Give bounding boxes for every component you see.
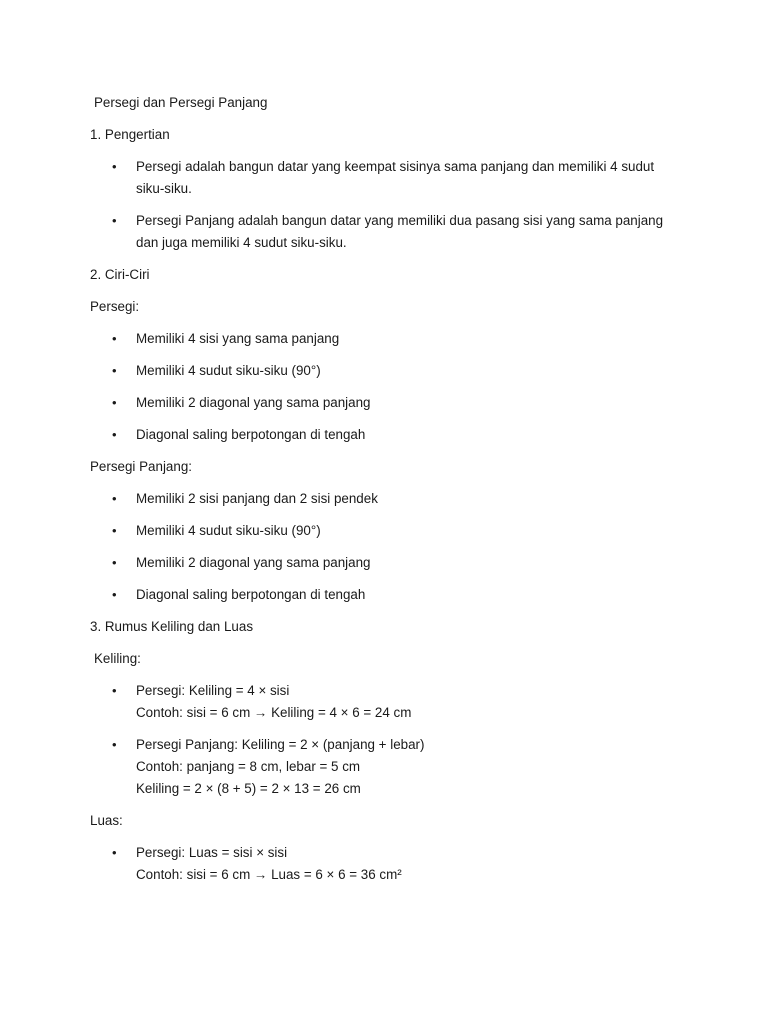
list-item	[112, 734, 696, 800]
list-item-text: Memiliki 4 sudut siku-siku (90°)	[136, 523, 321, 538]
subheading-luas: Luas:	[90, 813, 123, 828]
subheading-persegi: Persegi:	[90, 299, 140, 314]
list-item-text: Persegi Panjang: Keliling = 2 × (panjang + lebar)	[136, 737, 425, 752]
subheading-keliling: Keliling:	[94, 651, 141, 666]
list-item	[112, 842, 696, 886]
list-item-text: Contoh: sisi = 6 cm → Luas = 6 × 6 = 36 cm²	[136, 867, 402, 882]
bullet-icon: •	[112, 737, 117, 752]
bullet-icon: •	[112, 587, 117, 602]
list-item-text: Memiliki 4 sisi yang sama panjang	[136, 331, 340, 346]
list-item-text: Diagonal saling berpotongan di tengah	[136, 427, 366, 442]
bullet-icon: •	[112, 331, 117, 346]
bullet-icon: •	[112, 845, 117, 860]
list-item-text: Memiliki 2 sisi panjang dan 2 sisi pendek	[136, 491, 378, 506]
section-heading-ciri: 2. Ciri-Ciri	[90, 267, 150, 282]
bullet-icon: •	[112, 427, 117, 442]
bullet-icon: •	[112, 159, 117, 174]
list-item	[112, 328, 696, 350]
bullet-icon: •	[112, 395, 117, 410]
bullet-icon: •	[112, 523, 117, 538]
section-heading-rumus: 3. Rumus Keliling dan Luas	[90, 619, 254, 634]
list-item	[112, 424, 696, 446]
list-item	[112, 488, 696, 510]
list-item-text: Memiliki 4 sudut siku-siku (90°)	[136, 363, 321, 378]
list-item	[112, 392, 696, 414]
list-item-text: Persegi adalah bangun datar yang keempat sisinya sama panjang dan memiliki 4 sudut	[136, 159, 655, 174]
list-item-text: Contoh: sisi = 6 cm → Keliling = 4 × 6 = 24 cm	[136, 705, 412, 720]
list-item	[112, 552, 696, 574]
list-item-text: Memiliki 2 diagonal yang sama panjang	[136, 555, 371, 570]
list-item	[112, 584, 696, 606]
list-item-text: Memiliki 2 diagonal yang sama panjang	[136, 395, 371, 410]
bullet-icon: •	[112, 491, 117, 506]
list-item	[112, 520, 696, 542]
document-title: Persegi dan Persegi Panjang	[94, 95, 268, 110]
list-item-text: Contoh: panjang = 8 cm, lebar = 5 cm	[136, 759, 361, 774]
bullet-icon: •	[112, 555, 117, 570]
list-item-text: Persegi: Keliling = 4 × sisi	[136, 683, 290, 698]
list-item-text: dan juga memiliki 4 sudut siku-siku.	[136, 235, 347, 250]
list-item	[112, 680, 696, 724]
list-item-text: Keliling = 2 × (8 + 5) = 2 × 13 = 26 cm	[136, 781, 361, 796]
list-item-text: Persegi: Luas = sisi × sisi	[136, 845, 288, 860]
list-item	[112, 360, 696, 382]
bullet-icon: •	[112, 683, 117, 698]
bullet-icon: •	[112, 363, 117, 378]
list-item-text: Persegi Panjang adalah bangun datar yang memiliki dua pasang sisi yang sama panjang	[136, 213, 664, 228]
list-item	[112, 210, 696, 254]
section-heading-pengertian: 1. Pengertian	[90, 127, 170, 142]
list-item	[112, 156, 696, 200]
bullet-icon: •	[112, 213, 117, 228]
subheading-persegi-panjang: Persegi Panjang:	[90, 459, 192, 474]
list-item-text: siku-siku.	[136, 181, 192, 196]
list-item-text: Diagonal saling berpotongan di tengah	[136, 587, 366, 602]
